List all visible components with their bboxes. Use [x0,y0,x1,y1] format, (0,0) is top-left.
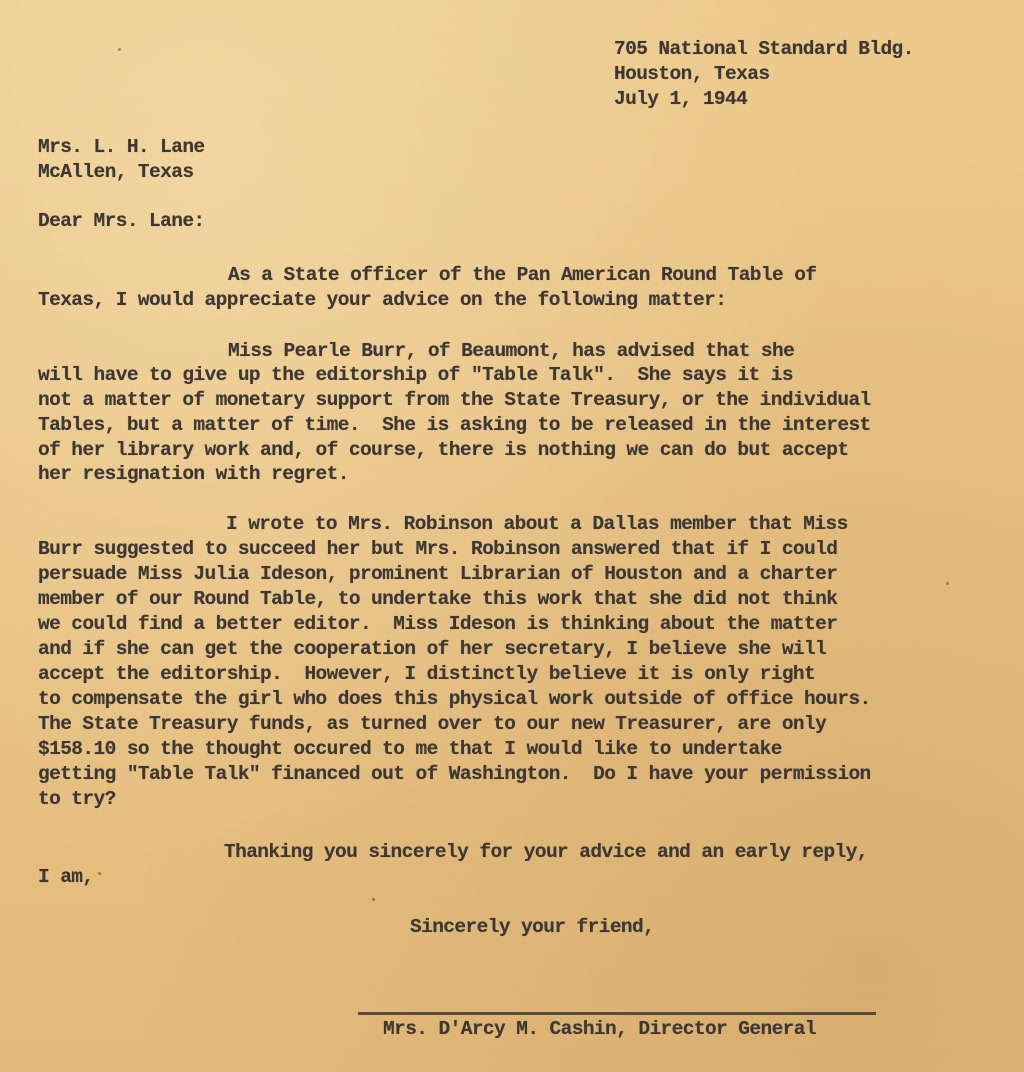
paragraph-1-line: As a State officer of the Pan American Round Table of [228,264,817,286]
letter-date: July 1, 1944 [614,88,748,110]
paragraph-4-line: Thanking you sincerely for your advice and an early reply, [224,841,868,863]
paper-speck [372,898,375,901]
paper-speck [98,872,101,875]
signature-line: Mrs. D'Arcy M. Cashin, Director General [383,1018,816,1040]
paragraph-3-line: and if she can get the cooperation of her secretary, I believe she will [38,638,827,660]
paragraph-3-line: $158.10 so the thought occured to me that I would like to undertake [38,738,782,760]
address-line-1: 705 National Standard Bldg. [614,38,914,60]
paragraph-3-line: getting "Table Talk" financed out of Washington. Do I have your permission [38,763,871,785]
recipient-city: McAllen, Texas [38,161,194,183]
closing: Sincerely your friend, [410,916,655,938]
paragraph-3-line: to try? [38,788,116,810]
paragraph-3-line: persuade Miss Julia Ideson, prominent Librarian of Houston and a charter [38,563,838,585]
paragraph-3-line: I wrote to Mrs. Robinson about a Dallas member that Miss [226,513,848,535]
paragraph-2-line: Tables, but a matter of time. She is asking to be released in the interest [38,414,871,436]
paragraph-3-line: member of our Round Table, to undertake this work that she did not think [38,588,838,610]
paper-speck [118,48,121,51]
paragraph-3-line: to compensate the girl who does this physical work outside of office hours. [38,688,871,710]
paragraph-4-line: I am, [38,866,94,888]
recipient-name: Mrs. L. H. Lane [38,136,205,158]
paragraph-3-line: we could find a better editor. Miss Ideson is thinking about the matter [38,613,838,635]
paragraph-2-line: her resignation with regret. [38,463,349,485]
paragraph-2-line: not a matter of monetary support from the State Treasury, or the individual [38,389,871,411]
paragraph-2-line: will have to give up the editorship of "Table Talk". She says it is [38,364,793,386]
paragraph-2-line: of her library work and, of course, there is nothing we can do but accept [38,439,849,461]
paper-speck [946,582,949,585]
paragraph-3-line: Burr suggested to succeed her but Mrs. Robinson answered that if I could [38,538,838,560]
paragraph-1-line: Texas, I would appreciate your advice on the following matter: [38,289,727,311]
salutation: Dear Mrs. Lane: [38,210,205,232]
address-line-2: Houston, Texas [614,63,770,85]
signature-rule [358,1012,876,1015]
paragraph-2-line: Miss Pearle Burr, of Beaumont, has advised that she [228,340,795,362]
paragraph-3-line: accept the editorship. However, I distinctly believe it is only right [38,663,816,685]
paragraph-3-line: The State Treasury funds, as turned over to our new Treasurer, are only [38,713,827,735]
